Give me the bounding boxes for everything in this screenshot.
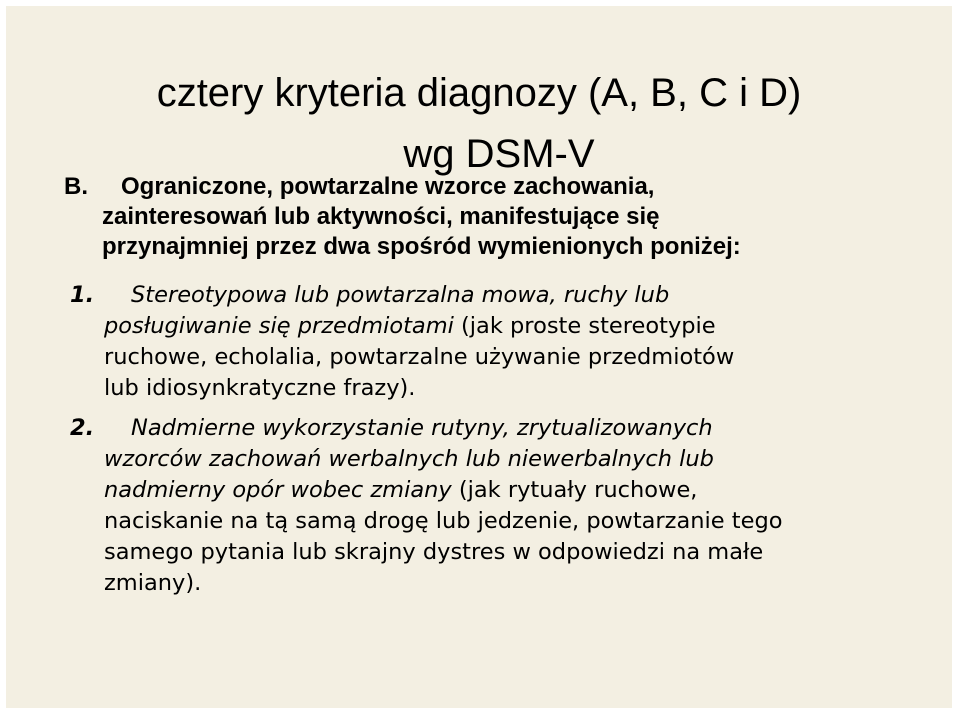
item-1-text-2-italic: posługiwanie się przedmiotami: [104, 313, 454, 339]
item-1-text-1: Stereotypowa lub powtarzalna mowa, ruchy lub: [131, 282, 670, 308]
item-2-line-2: wzorców zachowań werbalnych lub niewerbalnych lub: [104, 446, 714, 472]
item-2-line-1: [70, 413, 940, 444]
title-line-2: wg DSM-V: [403, 131, 595, 176]
item-1-text-2-rest: (jak proste stereotypie: [453, 313, 716, 339]
item-number: 1.: [70, 282, 95, 308]
item-2-line-5: samego pytania lub skrajny dystres w odpowiedzi na małe: [104, 539, 764, 565]
criterion-text-1: Ograniczone, powtarzalne wzorce zachowania,: [121, 173, 655, 200]
criterion-b: [64, 172, 924, 262]
criterion-letter: B.: [64, 173, 88, 200]
item-2-text-1: Nadmierne wykorzystanie rutyny, zrytualizowanych: [131, 415, 713, 441]
slide-title: [6, 63, 952, 185]
criterion-line-2: zainteresowań lub aktywności, manifestujące się: [102, 203, 660, 230]
list-item: [70, 413, 940, 599]
item-1-line-4: lub idiosynkratyczne frazy).: [104, 375, 416, 401]
title-line-1: cztery kryteria diagnozy (A, B, C i D): [156, 70, 802, 115]
slide: [6, 6, 952, 708]
item-2-text-3-italic: nadmierny opór wobec zmiany: [104, 477, 452, 503]
item-2-line-4: naciskanie na tą samą drogę lub jedzenie, powtarzanie tego: [104, 508, 783, 534]
criterion-line-3: przynajmniej przez dwa spośród wymienionych poniżej:: [102, 233, 741, 260]
item-1-line-1: [70, 280, 940, 311]
item-2-line-3: [70, 475, 940, 506]
criterion-items-list: [70, 280, 940, 599]
list-item: [70, 280, 940, 404]
item-1-line-2: [70, 311, 940, 342]
item-1-line-3: ruchowe, echolalia, powtarzalne używanie przedmiotów: [104, 344, 735, 370]
criterion-line-1: [64, 172, 924, 202]
item-2-text-3-rest: (jak rytuały ruchowe,: [451, 477, 698, 503]
item-2-line-6: zmiany).: [104, 570, 202, 596]
item-number: 2.: [70, 415, 95, 441]
